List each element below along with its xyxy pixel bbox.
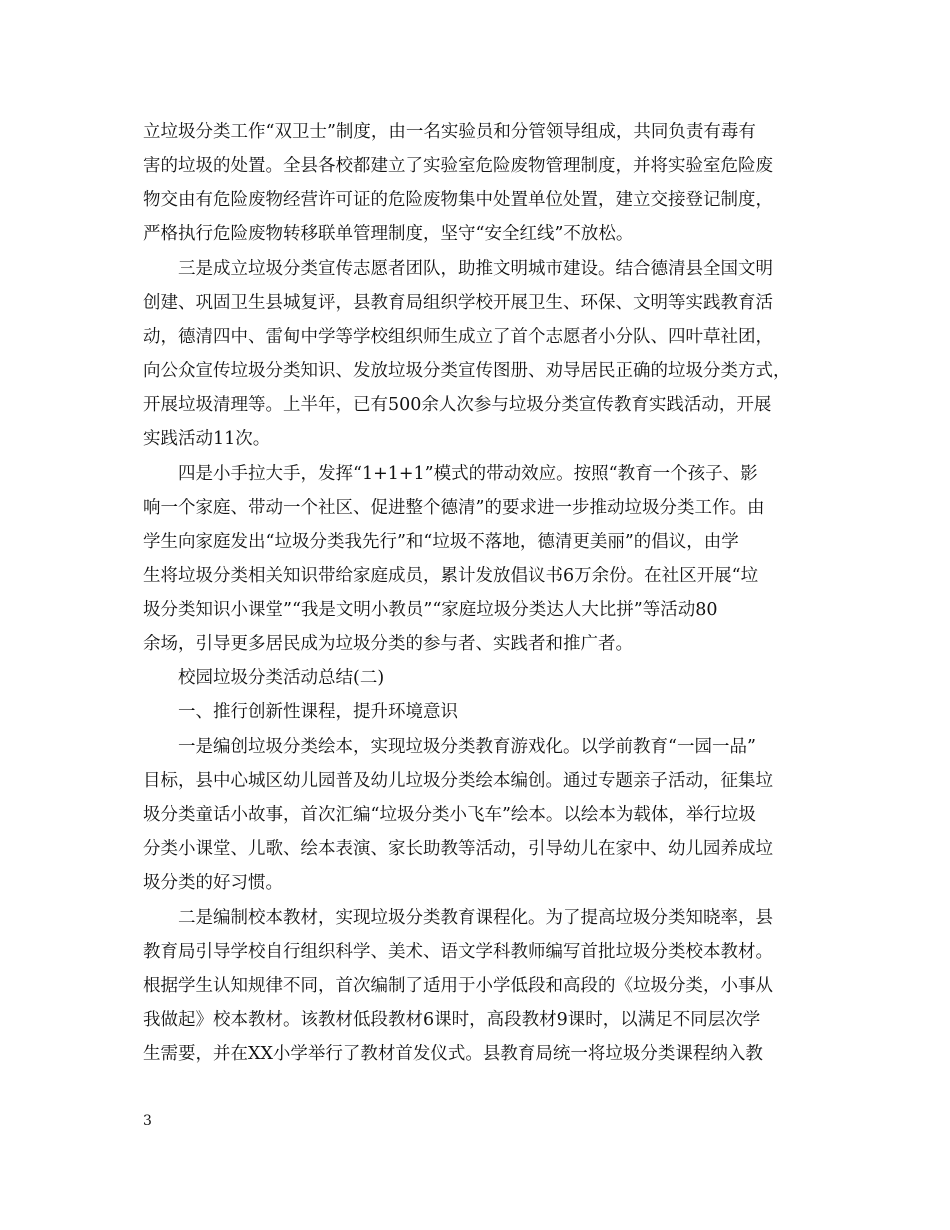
- text-line: 圾分类知识小课堂”“我是文明小教员”“家庭垃圾分类达人大比拼”等活动80: [143, 600, 718, 620]
- text-line: 动，德清四中、雷甸中学等学校组织师生成立了首个志愿者小分队、四叶草社团，: [143, 327, 773, 347]
- text-line: 创建、巩固卫生县城复评，县教育局组织学校开展卫生、环保、文明等实践教育活: [143, 293, 773, 313]
- text-line: 学生向家庭发出“垃圾分类我先行”和“垃圾不落地，德清更美丽”的倡议，由学: [143, 532, 739, 552]
- text-line: 分类小课堂、儿歌、绘本表演、家长助教等活动，引导幼儿在家中、幼儿园养成垃: [143, 839, 773, 859]
- section-heading: 一、推行创新性课程，提升环境意识: [178, 702, 458, 722]
- text-line: 立垃圾分类工作“双卫士”制度，由一名实验员和分管领导组成，共同负责有毒有: [143, 122, 756, 142]
- text-line: 目标，县中心城区幼儿园普及幼儿垃圾分类绘本编创。通过专题亲子活动，征集垃: [143, 771, 773, 791]
- text-line: 生将垃圾分类相关知识带给家庭成员，累计发放倡议书6万余份。在社区开展“垃: [143, 566, 759, 586]
- text-line: 根据学生认知规律不同，首次编制了适用于小学低段和高段的《垃圾分类，小事从: [143, 976, 773, 996]
- text-line: 四是小手拉大手，发挥“1+1+1”模式的带动效应。按照“教育一个孩子、影: [178, 464, 758, 484]
- text-line: 严格执行危险废物转移联单管理制度，坚守“安全红线”不放松。: [143, 224, 634, 244]
- text-line: 向公众宣传垃圾分类知识、发放垃圾分类宣传图册、劝导居民正确的垃圾分类方式，: [143, 361, 791, 381]
- text-line: 响一个家庭、带动一个社区、促进整个德清”的要求进一步推动垃圾分类工作。由: [143, 498, 765, 518]
- text-line: 害的垃圾的处置。全县各校都建立了实验室危险废物管理制度，并将实验室危险废: [143, 156, 773, 176]
- section-title: 校园垃圾分类活动总结(二): [178, 668, 385, 688]
- text-line: 二是编制校本教材，实现垃圾分类教育课程化。为了提高垃圾分类知晓率，县: [178, 908, 773, 928]
- text-line: 三是成立垃圾分类宣传志愿者团队，助推文明城市建设。结合德清县全国文明: [178, 259, 773, 279]
- text-line: 余场，引导更多居民成为垃圾分类的参与者、实践者和推广者。: [143, 634, 633, 654]
- text-line: 一是编创垃圾分类绘本，实现垃圾分类教育游戏化。以学前教育“一园一品”: [178, 737, 756, 757]
- text-line: 实践活动11次。: [143, 429, 271, 449]
- text-line: 我做起》校本教材。该教材低段教材6课时，高段教材9课时，以满足不同层次学: [143, 1010, 761, 1030]
- text-line: 开展垃圾清理等。上半年，已有500余人次参与垃圾分类宣传教育实践活动，开展: [143, 395, 772, 415]
- text-line: 物交由有危险废物经营许可证的危险废物集中处置单位处置，建立交接登记制度，: [143, 190, 773, 210]
- text-line: 生需要，并在XX小学举行了教材首发仪式。县教育局统一将垃圾分类课程纳入教: [143, 1044, 763, 1064]
- text-line: 圾分类的好习惯。: [143, 873, 283, 893]
- text-line: 教育局引导学校自行组织科学、美术、语文学科教师编写首批垃圾分类校本教材。: [143, 942, 773, 962]
- page-number: 3: [143, 1113, 152, 1129]
- text-line: 圾分类童话小故事，首次汇编“垃圾分类小飞车”绘本。以绘本为载体，举行垃圾: [143, 805, 756, 825]
